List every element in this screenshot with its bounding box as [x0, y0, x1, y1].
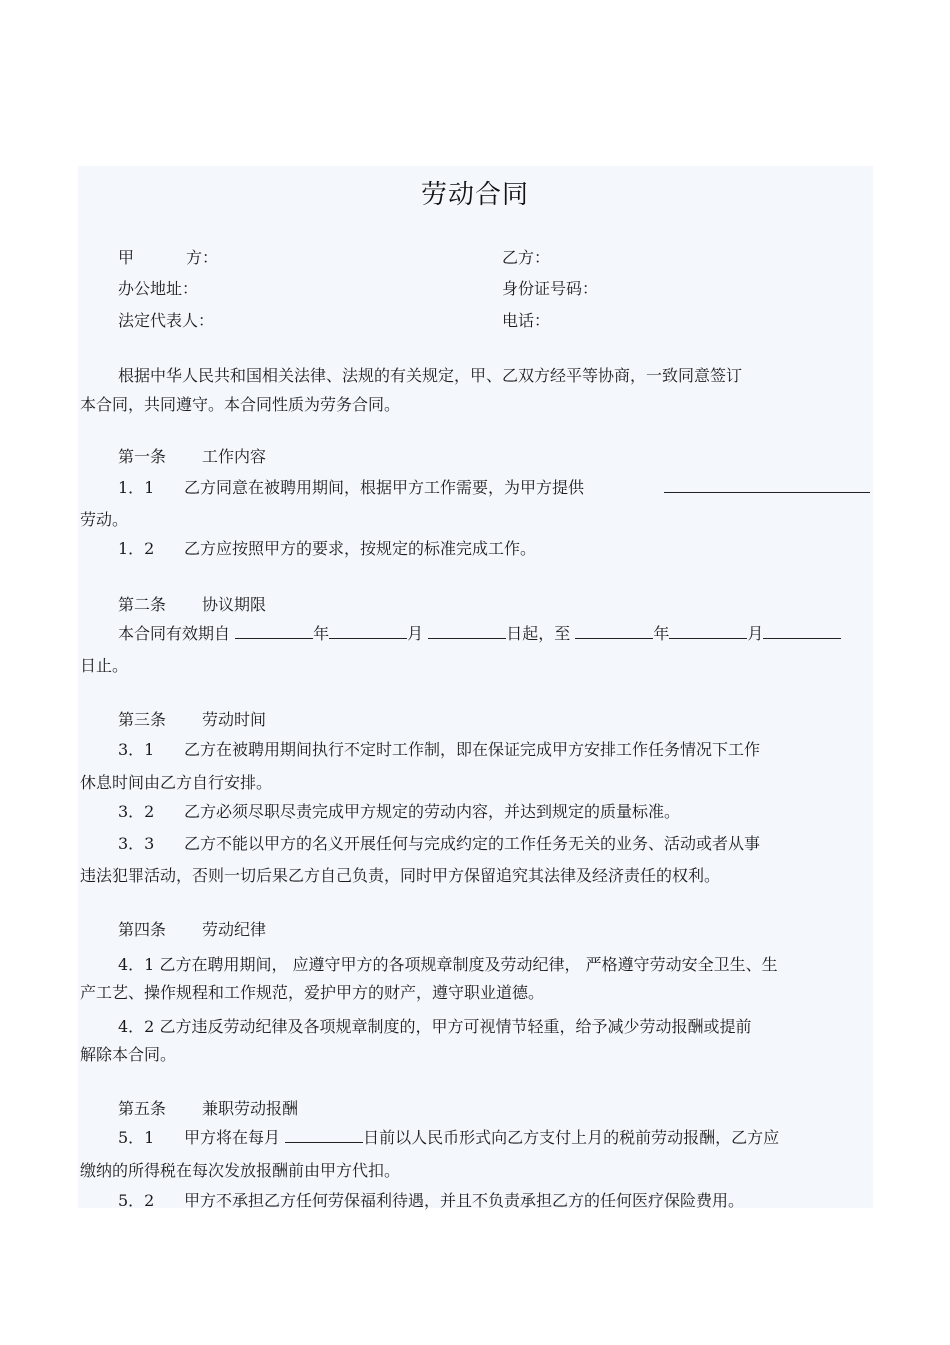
start-year-blank[interactable] — [235, 624, 313, 639]
clause-4-1-cont: 产工艺、操作规程和工作规范，爱护甲方的财产，遵守职业道德。 — [80, 983, 545, 1002]
article-3-heading: 第三条 劳动时间 — [118, 710, 267, 729]
clause-3-3-cont: 违法犯罪活动，否则一切后果乙方自己负责，同时甲方保留追究其法律及经济责任的权利。 — [80, 866, 721, 885]
party-b-label: 乙方： — [502, 248, 551, 267]
start-month-blank[interactable] — [329, 624, 407, 639]
clause-4-1: 4．1 乙方在聘用期间， 应遵守甲方的各项规章制度及劳动纪律， 严格遵守劳动安全卫生、生 — [118, 955, 778, 974]
term-period-cont: 日止。 — [80, 656, 129, 675]
payday-blank[interactable] — [285, 1128, 363, 1143]
clause-1-1: 1．1 乙方同意在被聘用期间，根据甲方工作需要，为甲方提供 — [118, 478, 585, 497]
article-5-heading: 第五条 兼职劳动报酬 — [118, 1099, 299, 1118]
start-day-blank[interactable] — [428, 624, 506, 639]
preamble-line-1: 根据中华人民共和国相关法律、法规的有关规定，甲、乙双方经平等协商，一致同意签订 — [118, 366, 743, 385]
term-period-line: 本合同有效期自 年 月 日起，至 年 月 — [118, 624, 841, 644]
end-month-blank[interactable] — [669, 624, 747, 639]
party-a-label: 甲 方： — [118, 248, 219, 267]
clause-5-1-cont: 缴纳的所得税在每次发放报酬前由甲方代扣。 — [80, 1161, 401, 1180]
clause-4-2: 4．2 乙方违反劳动纪律及各项规章制度的，甲方可视情节轻重，给予减少劳动报酬或提前 — [118, 1017, 752, 1036]
id-number-label: 身份证号码： — [502, 279, 599, 298]
clause-5-1: 5．1 甲方将在每月 日前以人民币形式向乙方支付上月的税前劳动报酬，乙方应 — [118, 1128, 780, 1147]
clause-1-2: 1．2 乙方应按照甲方的要求，按规定的标准完成工作。 — [118, 539, 537, 558]
clause-3-1-cont: 休息时间由乙方自行安排。 — [80, 773, 273, 792]
office-address-label: 办公地址： — [118, 279, 199, 298]
clause-3-1: 3．1 乙方在被聘用期间执行不定时工作制，即在保证完成甲方安排工作任务情况下工作 — [118, 740, 761, 759]
article-2-heading: 第二条 协议期限 — [118, 595, 267, 614]
phone-label: 电话： — [502, 311, 551, 330]
contract-title: 劳动合同 — [420, 180, 529, 210]
article-1-heading: 第一条 工作内容 — [118, 447, 267, 466]
clause-1-1-blank[interactable] — [664, 478, 870, 498]
end-day-blank[interactable] — [763, 624, 841, 639]
preamble-line-2: 本合同，共同遵守。本合同性质为劳务合同。 — [80, 395, 401, 414]
clause-4-2-cont: 解除本合同。 — [80, 1045, 177, 1064]
article-4-heading: 第四条 劳动纪律 — [118, 920, 267, 939]
clause-3-2: 3．2 乙方必须尽职尽责完成甲方规定的劳动内容，并达到规定的质量标准。 — [118, 802, 681, 821]
clause-5-2: 5．2 甲方不承担乙方任何劳保福利待遇，并且不负责承担乙方的任何医疗保险费用。 — [118, 1191, 745, 1210]
clause-3-3: 3．3 乙方不能以甲方的名义开展任何与完成约定的工作任务无关的业务、活动或者从事 — [118, 834, 761, 853]
legal-rep-label: 法定代表人： — [118, 311, 215, 330]
clause-1-1-cont: 劳动。 — [80, 510, 129, 529]
end-year-blank[interactable] — [575, 624, 653, 639]
